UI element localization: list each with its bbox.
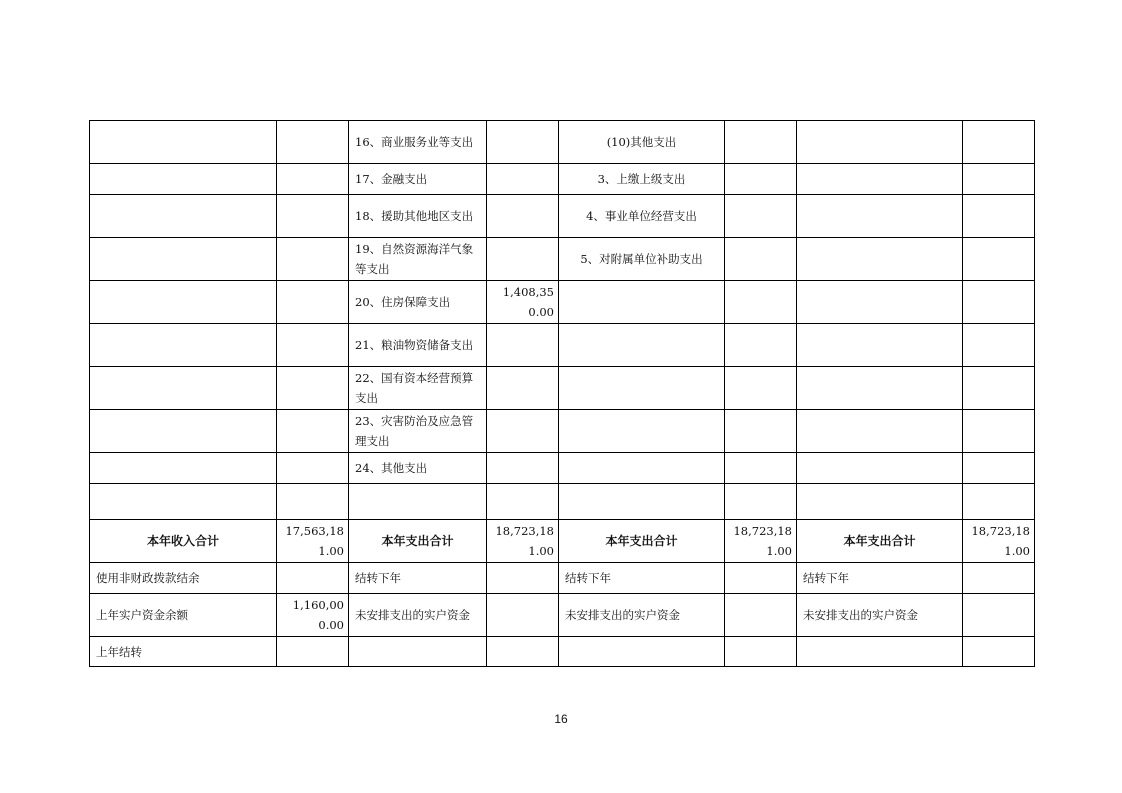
economic-amount-cell [963,484,1035,520]
income-item-cell [90,324,277,367]
table-row [90,238,1035,281]
economic-item-cell [797,324,963,367]
expense-amount-cell: 1,408,350.00 [487,281,559,324]
function-item-cell: 4、事业单位经营支出 [559,195,725,238]
function-total-amount: 18,723,181.00 [725,520,797,563]
economic-item-cell: 未安排支出的实户资金 [797,594,963,637]
function-amount-cell [725,281,797,324]
economic-item-cell [797,121,963,164]
income-amount-cell [277,563,349,594]
function-total-label: 本年支出合计 [559,520,725,563]
income-amount-cell [277,637,349,667]
economic-item-cell [797,281,963,324]
expense-amount-cell [487,238,559,281]
table-row [90,410,1035,453]
function-amount-cell [725,121,797,164]
expense-item-cell: 结转下年 [349,563,487,594]
function-item-cell [559,484,725,520]
expense-item-cell [349,637,487,667]
expense-amount-cell [487,453,559,484]
economic-item-cell [797,484,963,520]
function-amount-cell [725,594,797,637]
economic-total-label: 本年支出合计 [797,520,963,563]
table-row [90,121,1035,164]
table-row [90,563,1035,594]
income-item-cell: 上年结转 [90,637,277,667]
income-item-cell [90,453,277,484]
income-item-cell [90,121,277,164]
expense-amount-cell [487,484,559,520]
income-item-cell [90,281,277,324]
income-amount-cell: 1,160,000.00 [277,594,349,637]
expense-total-amount: 18,723,181.00 [487,520,559,563]
expense-item-cell: 未安排支出的实户资金 [349,594,487,637]
function-item-cell [559,281,725,324]
function-item-cell [559,324,725,367]
expense-amount-cell [487,367,559,410]
economic-item-cell [797,453,963,484]
function-item-cell [559,453,725,484]
income-amount-cell [277,281,349,324]
income-item-cell [90,484,277,520]
table-row [90,484,1035,520]
function-amount-cell [725,410,797,453]
economic-amount-cell [963,281,1035,324]
economic-amount-cell [963,238,1035,281]
economic-amount-cell [963,164,1035,195]
expense-item-cell: 23、灾害防治及应急管理支出 [349,410,487,453]
function-amount-cell [725,453,797,484]
expense-item-cell: 21、粮油物资储备支出 [349,324,487,367]
income-total-label: 本年收入合计 [90,520,277,563]
income-item-cell: 上年实户资金余额 [90,594,277,637]
expense-amount-cell [487,121,559,164]
economic-amount-cell [963,563,1035,594]
function-amount-cell [725,324,797,367]
economic-amount-cell [963,594,1035,637]
economic-item-cell [797,195,963,238]
economic-amount-cell [963,367,1035,410]
income-item-cell [90,367,277,410]
economic-item-cell [797,164,963,195]
income-item-cell [90,195,277,238]
function-item-cell: 3、上缴上级支出 [559,164,725,195]
economic-item-cell [797,367,963,410]
function-item-cell [559,367,725,410]
expense-item-cell [349,484,487,520]
expense-amount-cell [487,563,559,594]
table-row [90,281,1035,324]
income-amount-cell [277,164,349,195]
economic-item-cell [797,637,963,667]
expense-amount-cell [487,594,559,637]
function-item-cell: 5、对附属单位补助支出 [559,238,725,281]
budget-table [89,120,1035,667]
expense-item-cell: 19、自然资源海洋气象等支出 [349,238,487,281]
function-item-cell: (10)其他支出 [559,121,725,164]
expense-item-cell: 22、国有资本经营预算支出 [349,367,487,410]
income-amount-cell [277,195,349,238]
economic-item-cell [797,410,963,453]
income-amount-cell [277,324,349,367]
expense-item-cell: 17、金融支出 [349,164,487,195]
expense-amount-cell [487,324,559,367]
income-amount-cell [277,121,349,164]
income-amount-cell [277,410,349,453]
function-amount-cell [725,563,797,594]
function-amount-cell [725,484,797,520]
function-item-cell: 未安排支出的实户资金 [559,594,725,637]
expense-item-cell: 20、住房保障支出 [349,281,487,324]
income-amount-cell [277,453,349,484]
income-item-cell [90,410,277,453]
income-amount-cell [277,367,349,410]
income-amount-cell [277,484,349,520]
totals-row [90,520,1035,563]
function-item-cell: 结转下年 [559,563,725,594]
expense-amount-cell [487,195,559,238]
economic-item-cell: 结转下年 [797,563,963,594]
economic-amount-cell [963,121,1035,164]
table-row [90,324,1035,367]
economic-amount-cell [963,195,1035,238]
expense-amount-cell [487,410,559,453]
income-item-cell: 使用非财政拨款结余 [90,563,277,594]
expense-total-label: 本年支出合计 [349,520,487,563]
table-row [90,164,1035,195]
expense-item-cell: 18、援助其他地区支出 [349,195,487,238]
expense-item-cell: 16、商业服务业等支出 [349,121,487,164]
function-amount-cell [725,195,797,238]
function-amount-cell [725,164,797,195]
function-amount-cell [725,637,797,667]
economic-item-cell [797,238,963,281]
economic-amount-cell [963,637,1035,667]
page-number: 16 [554,712,568,726]
table-row [90,594,1035,637]
economic-amount-cell [963,410,1035,453]
income-item-cell [90,238,277,281]
function-amount-cell [725,238,797,281]
expense-item-cell: 24、其他支出 [349,453,487,484]
economic-amount-cell [963,324,1035,367]
table-row [90,453,1035,484]
income-total-amount: 17,563,181.00 [277,520,349,563]
table-row [90,637,1035,667]
expense-amount-cell [487,164,559,195]
table-row [90,367,1035,410]
income-item-cell [90,164,277,195]
function-item-cell [559,637,725,667]
function-amount-cell [725,367,797,410]
income-amount-cell [277,238,349,281]
function-item-cell [559,410,725,453]
expense-amount-cell [487,637,559,667]
economic-amount-cell [963,453,1035,484]
table-row [90,195,1035,238]
economic-total-amount: 18,723,181.00 [963,520,1035,563]
